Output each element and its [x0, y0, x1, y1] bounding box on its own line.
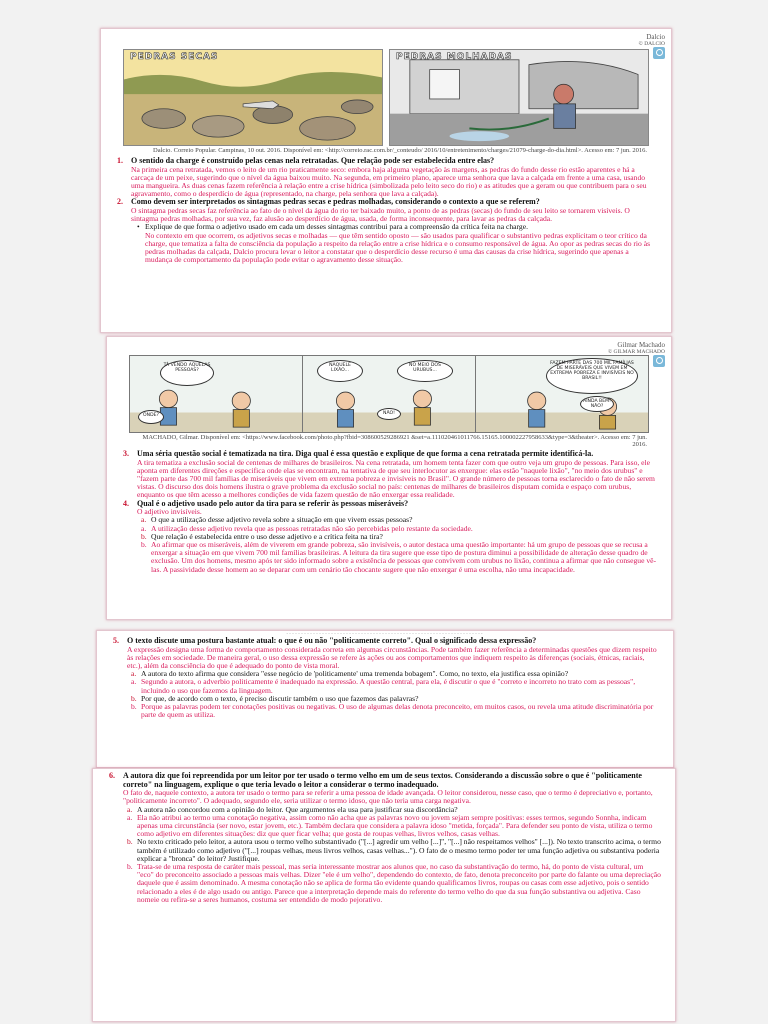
strip-copyright: © GILMAR MACHADO [607, 349, 665, 355]
answer-6a: a. Ela não atribui ao termo uma conotação negativa, assim como não acha que as palavras novo ou jovem sejam sempre positivas: esses termos, segundo Sonnha, indicam apenas uma circunstância (ser novo, estar jovem, etc.). Também declara que considera a palavra idoso "metida, forçada". Para defender seu ponto de vista, utiliza o termo como adjetivo em diferentes situações: diz que quer ficar velha; que gosta de roupas velhas, livros velhos, casas velhas. [127, 812, 653, 839]
speech-bubble: FAZEM PARTE DAS 700 MIL FAMÍLIAS DE MISERÁVEIS QUE VIVEM EM EXTREMA POBREZA E INVISÍVEIS NO BRASIL!! [546, 358, 638, 394]
page-divider: ·································································· [286, 631, 484, 637]
page-2 [106, 336, 672, 620]
answer-3: A tira tematiza a exclusão social de centenas de milhares de brasileiros. Na cena retratada, um homem tenta fazer com que outro veja um grupo de pessoas. Para isso, ele aponta em diferentes direções e especifica onde elas se encontram, na tentativa de que seu interlocutor as enxergue: elas estão "naquele lixão", "no meio dos urubus" e "fazem parte das 700 mil famílias de miseráveis que vivem em extrema pobreza e invisíveis no Brasil". O grande número de pessoas torna esclarecido o fato de não serem vistas. O discurso dos dois homens ilustra o grave problema da exclusão social no país: centenas de milhares de brasileiros disputam comida e espaço com urubus, enquanto os que têm acesso a melhores condições de vida fazem questão de não enxergar essa realidade. [137, 457, 655, 500]
cartoon-credit: Dalcio [646, 33, 665, 41]
answer-5a: a. Segundo a autora, o adverbio politicamente é inadequado na expressão. A questão central, para ela, é discutir o que é "correto e incorreto no trato com as pessoas", incluindo o uso que fazemos da linguagem. [131, 677, 636, 695]
strip-source: MACHADO, Gilmar. Disponível em: <https://www.facebook.com/photo.php?fbid=308600529286921 &set=a.111020461011766.15165.100002227958633&type=3&theater>. Acesso em: 7 jun. 2016. [142, 434, 647, 448]
answer-5: A expressão designa uma forma de comportamento considerada correta em algumas circunstâncias. Pode também fazer referência a determinadas questões que dizem respeito às relações em sociedade. De maneira geral, o uso dessa expressão se refere às ações ou aos comportamentos que indiquem respeito às diferenças (sociais, étnicas, raciais, etc.), além da consciência do que é adequado do ponto de vista moral. [127, 644, 657, 670]
page-1 [100, 28, 672, 333]
question-5b: b. Por que, de acordo com o texto, é preciso discutir também o uso que fazemos das palavras? [131, 693, 419, 703]
speech-bubble: TÁ VENDO AQUELAS PESSOAS? [160, 360, 214, 386]
speech-bubble: NÃO! [377, 408, 401, 420]
speech-bubble: AINDA BEM! NÃO? [580, 396, 614, 412]
speech-bubble: NO MEIO DOS URUBUS... [397, 360, 453, 382]
page-3 [96, 630, 674, 768]
speech-bubble: NAQUELE LIXÃO... [317, 360, 363, 382]
answer-4a: a. A utilização desse adjetivo revela que as pessoas retratadas não são percebidas pelo restante da sociedade. [141, 523, 473, 533]
answer-4: O adjetivo invisíveis. [137, 507, 202, 517]
question-5a: a. A autora do texto afirma que considera "esse negócio de 'politicamente' uma tremenda bobagem". Como, no texto, ela justifica essa opinião? [131, 669, 569, 679]
cartoon-dry-stones [123, 49, 383, 146]
question-5: 5. O texto discute uma postura bastante atual: o que é ou não "politicamente correto". Qual o significado dessa expressão? [113, 636, 537, 645]
cartoon-left-title: PEDRAS SECAS [130, 52, 219, 62]
zoom-icon[interactable] [653, 47, 665, 59]
comic-strip [129, 355, 649, 433]
answer-1: Na primeira cena retratada, vemos o leito de um rio praticamente seco: embora haja alguma vegetação às margens, as pedras do fundo desse rio estão aparentes e há a carcaça de um peixe, sugerindo que o nível da água baixou muito. Na segunda, em primeiro plano, aparece uma senhora que lava a calçada em frente a uma casa, usando uma mangueira. As duas cenas fazem referência à relação entre a crise hídrica (simbolizada pelo leito seco do rio) e as atitudes que a geram ou que contribuem para o seu agravamento, como o desperdício de água (representado, na charge, pela senhora que lava a calçada). [131, 164, 647, 199]
comic-panel-2 [303, 356, 476, 432]
answer-6: O fato de, naquele contexto, a autora ter usado o termo para se referir a uma pessoa de idade avançada. O leitor considerou, nesse caso, que o termo é depreciativo e, portanto, "politicamente incorreto". O adequado, segundo ele, seria utilizar o termo idoso, que não teria uma carga negativa. [123, 788, 653, 806]
question-2-bullet: • Explique de que forma o adjetivo usado em cada um desses sintagmas contribui para a compreensão da crítica feita na charge. [101, 223, 671, 231]
question-6: 6. A autora diz que foi repreendida por um leitor por ter usado o termo velho em um de seus textos. Considerando a discussão sobre o que é "politicamente correto" na linguagem, explique o que teria levado o leitor a considerar o termo inadequado. [109, 771, 642, 789]
answer-2: O sintagma pedras secas faz referência ao fato de o nível da água do rio ter baixado muito, a ponto de as pedras (secas) do fundo de seu leito se tornarem visíveis. O sintagma pedras molhadas, por sua vez, faz alusão ao desperdício de água, usada, de forma inconsequente, para lavar as pedras da calçada. [131, 206, 630, 224]
question-4b: b. Que relação é estabelecida entre o uso desse adjetivo e a crítica feita na tira? [141, 531, 383, 541]
question-6a: a. A autora não concordou com a opinião do leitor. Que argumentos ela usa para justificar sua discordância? [127, 804, 458, 814]
cartoon-wet-stones [389, 49, 649, 146]
question-4: 4. Qual é o adjetivo usado pelo autor da tira para se referir às pessoas miseráveis? [123, 498, 409, 508]
answer-6b: b. Trata-se de uma resposta de caráter mais pessoal, mas seria interessante mostrar aos alunos que, no caso da substantivação do termo, há, do ponto de vista cultural, um "eco" do preconceito associado a pessoas mais velhas. Dizer "ele é um velho", dependendo do contexto, de fato, denota preconceito por parte do falante ou uma depreciação daquele que é assim denominado. A mesma conotação não se aplica de forma tão evidente quando qualificamos livros, roupas ou casas com esse adjetivo, pois o sentido relacionado a eles é de algo usado ou antigo. Parece que a interpretação depende mais do referente do termo velho do que da sua função substantiva ou adjetiva. Caso nomeie ou refira-se a seres humanos, costuma ser entendido de modo pejorativo. [127, 862, 661, 904]
question-3: 3. Uma séria questão social é tematizada na tira. Diga qual é essa questão e explique de que forma a cena retratada permite identificá-la. [123, 449, 594, 458]
question-1: 1. O sentido da charge é construído pelas cenas nela retratadas. Que relação pode ser estabelecida entre elas? [117, 156, 495, 165]
answer-4b: b. Ao afirmar que os miseráveis, além de viverem em grande pobreza, são invisíveis, o autor destaca uma questão importante: há um grupo de pessoas que se recusa a enxergar a situação em que vivem 700 mil famílias brasileiras. A leitura da tira sugere que esse tipo de postura diminui a possibilidade de alteração desse quadro de exclusão. Um dos homens, mesmo após ter sido informado sobre a existência de pessoas que convivem com urubus no lixão, continua a afirmar que não consegue vê-las. A passividade desse homem ao se deparar com um cenário tão chocante sugere que não enxergar é uma escolha, não uma incapacidade. [141, 540, 657, 574]
speech-bubble: ONDE? [138, 410, 164, 424]
cartoon-source: Dalcio. Correio Popular. Campinas, 10 out. 2016. Disponível em: <http://correio.rac.com.br/_conteudo/ 2016/10/entretenimento/charges/21079-charge-do-dia.html>. Acesso em: 7 jun. 2016. [153, 147, 647, 154]
comic-panel-1 [130, 356, 303, 432]
cartoon-copyright: © DALCIO [638, 41, 665, 47]
cartoon-right-title: PEDRAS MOLHADAS [396, 52, 513, 62]
strip-credit: Gilmar Machado [617, 341, 665, 349]
answer-2-bullet: No contexto em que ocorrem, os adjetivos secas e molhadas — que têm sentido oposto — são usados para qualificar o substantivo pedras explicitam o teor crítico da charge, que tematiza a falta de consciência da população a respeito da relação entre a crise hídrica e o consumo responsável de água. Ao opor as pedras secas do rio às pedras molhadas da calçada, Dalcio procura levar o leitor a constatar que o desperdício desse recurso é uma das causas da crise hídrica, sugerindo que apenas a mudança de comportamento da população pode evitar o agravamento desse situação. [145, 230, 651, 265]
page-4 [92, 768, 676, 1022]
zoom-icon[interactable] [653, 355, 665, 367]
answer-5b: b. Porque as palavras podem ter conotações positivas ou negativas. O uso de algumas delas denota preconceito, em muitos casos, ou revela uma atitude discriminatória por parte de quem as utiliza. [131, 702, 654, 720]
question-2: 2. Como devem ser interpretados os sintagmas pedras secas e pedras molhadas, considerando o contexto a que se referem? [117, 197, 540, 207]
comic-panel-3 [476, 356, 648, 432]
question-6b: b. No texto criticado pelo leitor, a autora usou o termo velho substantivado ("[...] agredir um velho [...]", "[...] não respeitamos velhos" [...]). No texto transcrito acima, o termo também é utilizado como adjetivo ("[...] roupas velhas, meus livros velhos, casas velhas..."). O fato de o mesmo termo poder ter uma função adjetiva ou substantiva poderia explicar a "bronca" do leitor? Justifique. [127, 837, 661, 863]
question-4a: a. O que a utilização desse adjetivo revela sobre a situação em que vivem essas pessoas? [141, 515, 413, 525]
